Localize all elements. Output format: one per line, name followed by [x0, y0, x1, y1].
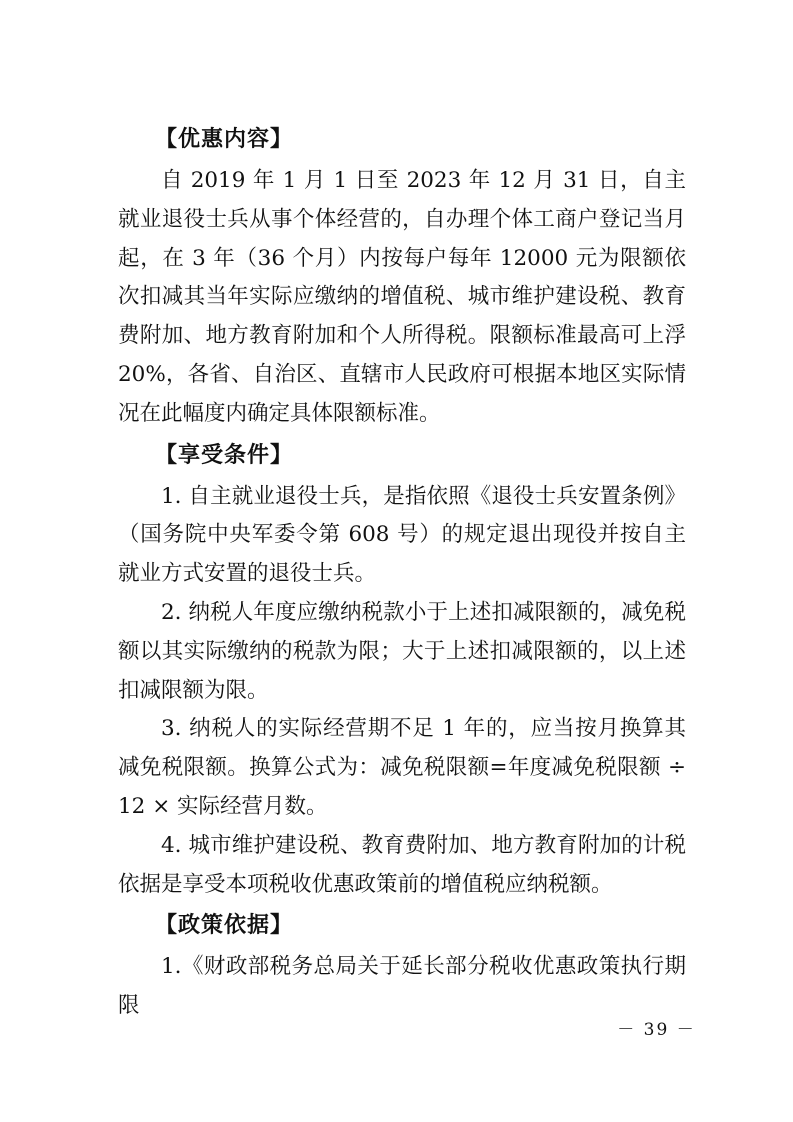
section-heading: 【政策依据】 — [155, 913, 294, 939]
paragraph: 自 2019 年 1 月 1 日至 2023 年 12 月 31 日，自主就业退役士兵从事个体经营的，自办理个体工商户登记当月起，在 3 年（36 个月）内按每户每年 12000 元为限额依次扣减其当年实际应缴纳的增值税、城市维护建设税、教育费附加、地方教育附加和个人所得税。限额标准最高可上浮 20%，各省、自治区、直辖市人民政府可根据本地区实际情况在此幅度内确定具体限额标准。 — [118, 168, 686, 426]
paragraph: 3. 纳税人的实际经营期不足 1 年的，应当按月换算其减免税限额。换算公式为：减免税限额=年度减免税限额 ÷ 12 × 实际经营月数。 — [118, 716, 686, 819]
page-number — [0, 1015, 793, 1040]
paragraph: 1. 自主就业退役士兵，是指依照《退役士兵安置条例》（国务院中央军委令第 608 号）的规定退出现役并按自主就业方式安置的退役士兵。 — [118, 483, 686, 587]
page-content — [118, 118, 686, 1026]
section-heading: 【享受条件】 — [155, 442, 294, 468]
section-eligibility-conditions — [118, 434, 686, 905]
page-number-text: － 39 － — [617, 1020, 696, 1040]
section-policy-basis — [118, 904, 686, 1026]
section-heading: 【优惠内容】 — [155, 127, 294, 152]
paragraph: 1.《财政部税务总局关于延长部分税收优惠政策执行期限 — [118, 954, 686, 1019]
paragraph: 2. 纳税人年度应缴纳税款小于上述扣减限额的，减免税额以其实际缴纳的税款为限；大于上述扣减限额的，以上述扣减限额为限。 — [118, 599, 686, 703]
paragraph: 4. 城市维护建设税、教育费附加、地方教育附加的计税依据是享受本项税收优惠政策前的增值税应纳税额。 — [118, 832, 686, 897]
section-preferential-content — [118, 118, 686, 434]
